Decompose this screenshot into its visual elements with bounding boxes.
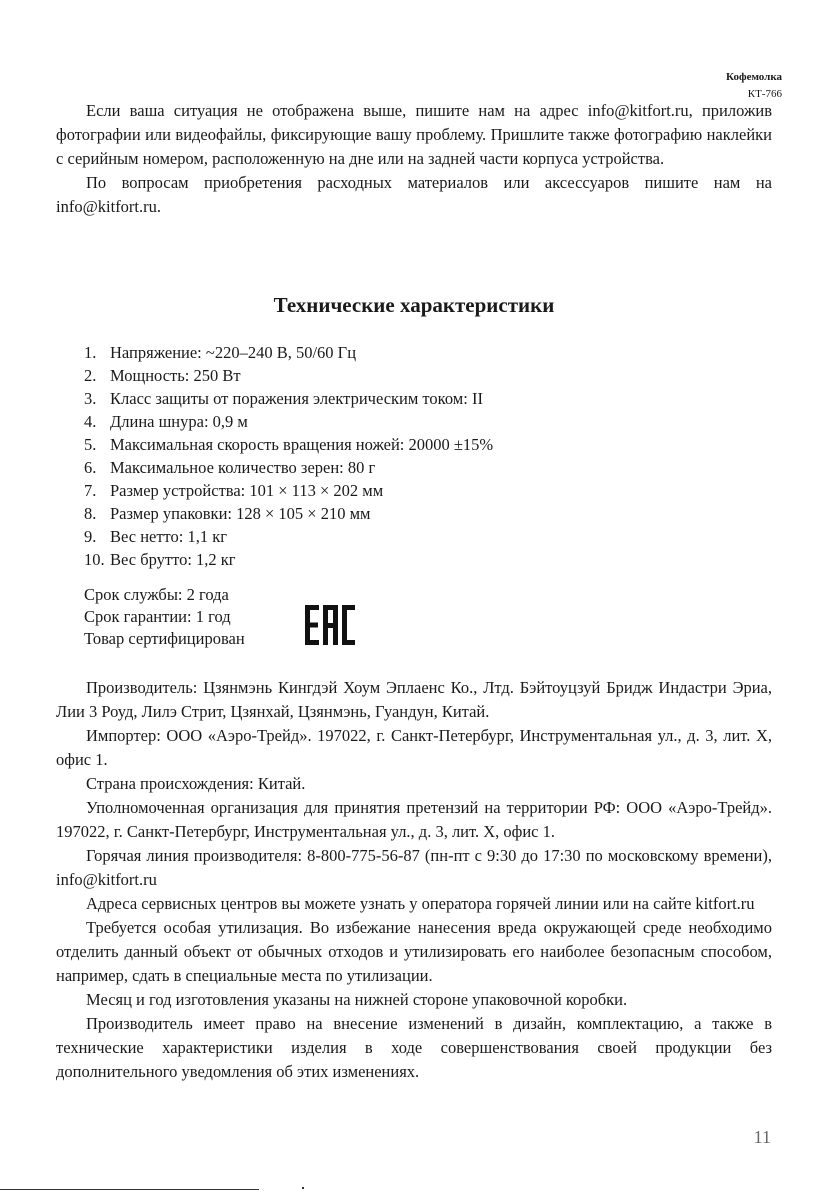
spec-number: 2. bbox=[84, 366, 97, 385]
service-life: Срок службы: 2 года bbox=[84, 585, 229, 604]
header-model: КТ-766 bbox=[747, 88, 782, 100]
intro-paragraph: По вопросам приобретения расходных материалов или аксессуаров пишите нам на info@kitfort.ru. bbox=[56, 173, 772, 216]
spec-text: Максимальная скорость вращения ножей: 20000 ±15% bbox=[110, 435, 494, 454]
footer-mark bbox=[302, 1187, 304, 1189]
intro-paragraph: Если ваша ситуация не отображена выше, пишите нам на адрес info@kitfort.ru, приложив фотографии или видеофайлы, фиксирующие вашу проблему. Пришлите также фотографию наклейки с серийным номером, расположенную на дне или на задней части корпуса устройства. bbox=[56, 101, 772, 168]
spec-text: Размер упаковки: 128 × 105 × 210 мм bbox=[110, 504, 371, 523]
disposal-paragraph: Требуется особая утилизация. Во избежание нанесения вреда окружающей среде необходимо отделить данный объект от обычных отходов и утилизировать его наиболее безопасным способом, например, сдать в специальные места по утилизации. bbox=[56, 918, 772, 985]
spec-text: Максимальное количество зерен: 80 г bbox=[110, 458, 376, 477]
service-info bbox=[84, 584, 245, 650]
spec-item bbox=[84, 387, 493, 410]
spec-number: 6. bbox=[84, 458, 97, 477]
spec-number: 7. bbox=[84, 481, 97, 500]
running-header bbox=[726, 69, 782, 103]
manufacturer-section bbox=[56, 676, 772, 1084]
spec-number: 4. bbox=[84, 412, 97, 431]
spec-item bbox=[84, 341, 493, 364]
claims-org-paragraph: Уполномоченная организация для принятия претензий на территории РФ: ООО «Аэро-Трейд». 197022, г. Санкт-Петербург, Инструментальная ул., д. 3, лит. Х, офис 1. bbox=[56, 798, 772, 841]
specs-list bbox=[84, 341, 493, 571]
origin-paragraph: Страна происхождения: Китай. bbox=[86, 774, 306, 793]
footer-rule bbox=[0, 1189, 259, 1190]
manufacturer-paragraph: Производитель: Цзянмэнь Кингдэй Хоум Эплаенс Ко., Лтд. Бэйтоуцзуй Бридж Индастри Эриа, Лии 3 Роуд, Лилэ Стрит, Цзянхай, Цзянмэнь, Гуандун, Китай. bbox=[56, 678, 772, 721]
spec-item bbox=[84, 433, 493, 456]
spec-number: 1. bbox=[84, 343, 97, 362]
section-title: Технические характеристики bbox=[273, 293, 555, 317]
spec-number: 9. bbox=[84, 527, 97, 546]
spec-item bbox=[84, 456, 493, 479]
spec-item bbox=[84, 479, 493, 502]
spec-text: Размер устройства: 101 × 113 × 202 мм bbox=[110, 481, 384, 500]
spec-item bbox=[84, 502, 493, 525]
spec-text: Класс защиты от поражения электрическим током: II bbox=[110, 389, 483, 408]
spec-text: Длина шнура: 0,9 м bbox=[110, 412, 248, 431]
manufacture-date-paragraph: Месяц и год изготовления указаны на нижней стороне упаковочной коробки. bbox=[86, 990, 628, 1009]
spec-item bbox=[84, 410, 493, 433]
spec-item bbox=[84, 364, 493, 387]
spec-text: Вес нетто: 1,1 кг bbox=[110, 527, 228, 546]
spec-item bbox=[84, 548, 493, 571]
spec-number: 3. bbox=[84, 389, 97, 408]
header-product-name: Кофемолка bbox=[726, 71, 782, 83]
warranty-period: Срок гарантии: 1 год bbox=[84, 607, 231, 626]
eac-mark-icon bbox=[304, 604, 356, 646]
spec-text: Вес брутто: 1,2 кг bbox=[110, 550, 236, 569]
changes-notice-paragraph: Производитель имеет право на внесение изменений в дизайн, комплектацию, а также в технические характеристики изделия в ходе совершенствования своей продукции без дополнительного уведомления об этих изменениях. bbox=[56, 1014, 772, 1081]
service-centers-paragraph: Адреса сервисных центров вы можете узнать у оператора горячей линии или на сайте kitfort.ru bbox=[86, 894, 755, 913]
spec-number: 8. bbox=[84, 504, 97, 523]
intro-section bbox=[56, 99, 772, 219]
importer-paragraph: Импортер: ООО «Аэро-Трейд». 197022, г. Санкт-Петербург, Инструментальная ул., д. 3, лит. Х, офис 1. bbox=[56, 726, 772, 769]
spec-number: 10. bbox=[84, 550, 105, 569]
hotline-paragraph: Горячая линия производителя: 8-800-775-56-87 (пн-пт с 9:30 до 17:30 по московскому времени), info@kitfort.ru bbox=[56, 846, 772, 889]
spec-text: Мощность: 250 Вт bbox=[110, 366, 241, 385]
spec-item bbox=[84, 525, 493, 548]
certification-note: Товар сертифицирован bbox=[84, 629, 245, 648]
spec-text: Напряжение: ~220–240 В, 50/60 Гц bbox=[110, 343, 357, 362]
spec-number: 5. bbox=[84, 435, 97, 454]
page-number: 11 bbox=[753, 1127, 771, 1147]
